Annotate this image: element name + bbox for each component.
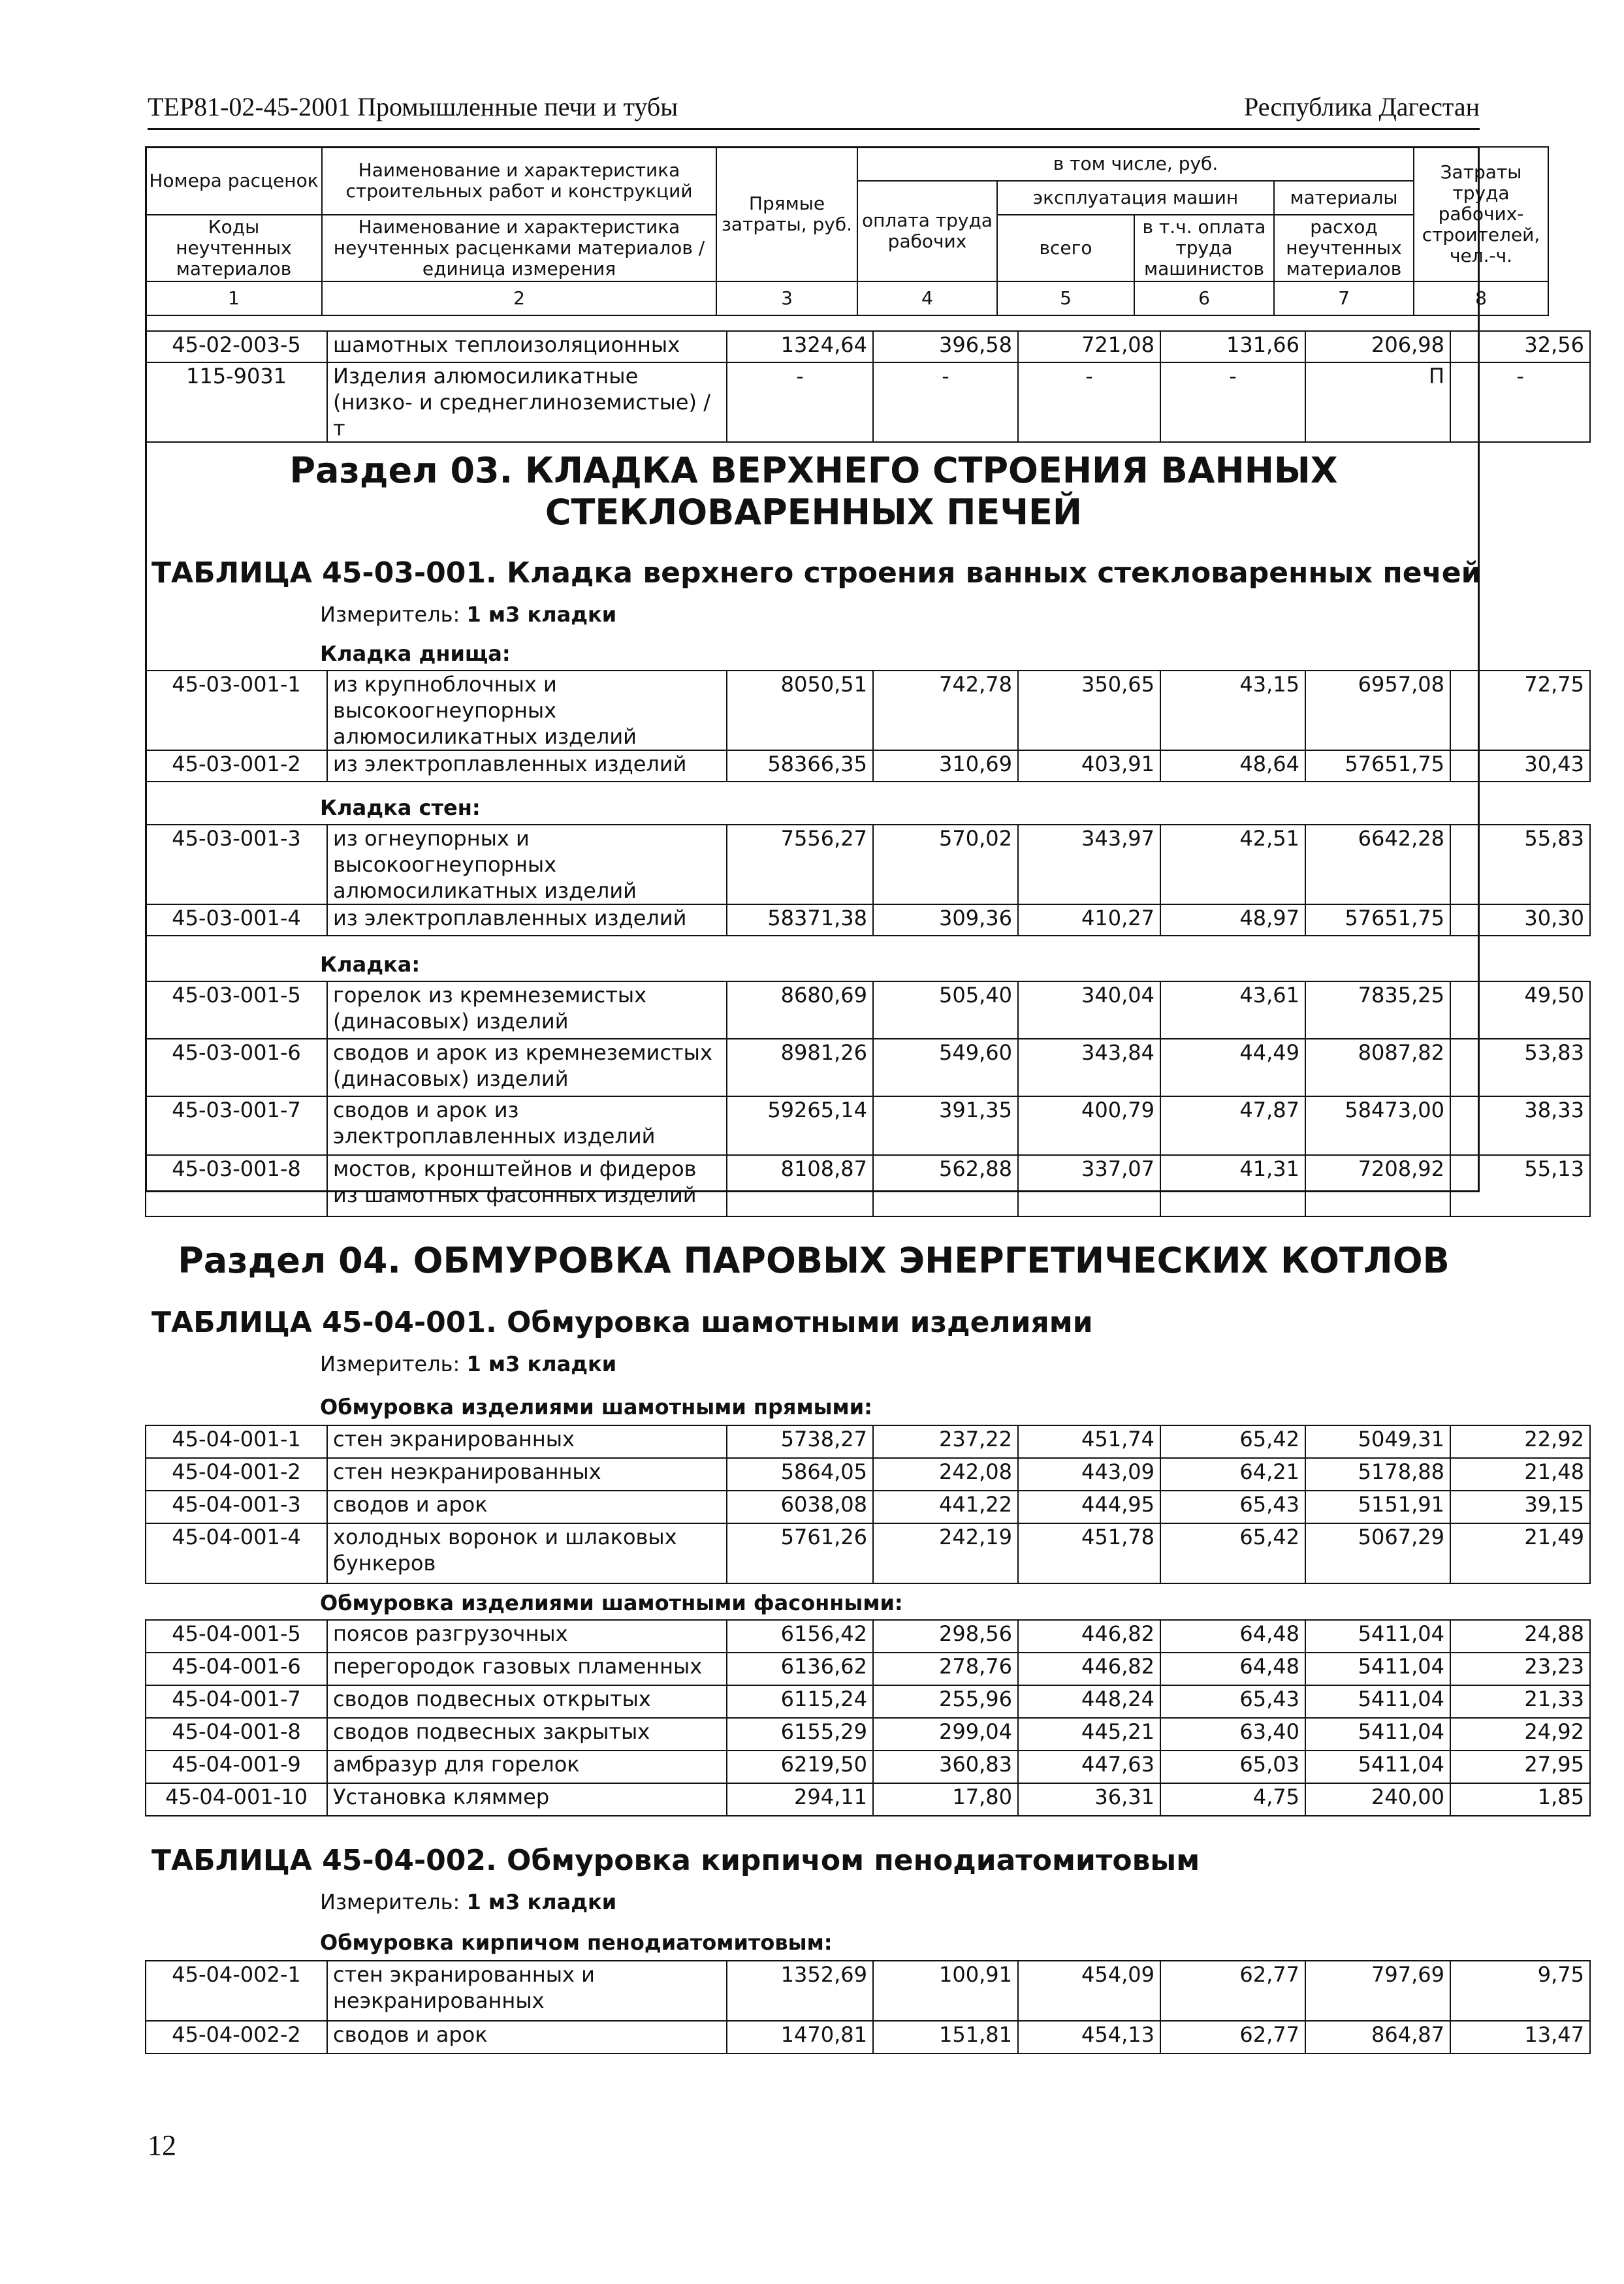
row-materials: П	[1305, 362, 1450, 442]
row-labor-pay: 242,19	[873, 1523, 1018, 1583]
row-name: сводов подвесных открытых	[327, 1685, 727, 1718]
row-direct-cost: 6156,42	[727, 1620, 873, 1653]
group-label: Кладка:	[320, 952, 421, 977]
row-direct-cost: 294,11	[727, 1783, 873, 1816]
meter-line	[320, 1890, 616, 1914]
row-machines-total: 445,21	[1018, 1718, 1160, 1751]
row-machines-total: 454,13	[1018, 2021, 1160, 2054]
row-labor-hours: 72,75	[1450, 671, 1590, 750]
row-materials: 5411,04	[1305, 1653, 1450, 1685]
group-label: Кладка днища:	[320, 641, 511, 666]
table-row	[146, 331, 1590, 362]
row-direct-cost: 5738,27	[727, 1425, 873, 1458]
row-name: поясов разгрузочных	[327, 1620, 727, 1653]
row-name: мостов, кронштейнов и фидеров из шамотных фасонных изделий	[327, 1155, 727, 1216]
row-direct-cost: 8108,87	[727, 1155, 873, 1216]
row-name: из огнеупорных и высокоогнеупорных алюмосиликатных изделий	[327, 825, 727, 904]
row-labor-pay: 255,96	[873, 1685, 1018, 1718]
table-row	[146, 1718, 1590, 1751]
in-that-number-header: в том числе, руб.	[857, 147, 1414, 181]
row-name: амбразур для горелок	[327, 1751, 727, 1783]
row-name: из электроплавленных изделий	[327, 904, 727, 936]
row-materials: 58473,00	[1305, 1096, 1450, 1155]
table-row	[146, 1783, 1590, 1816]
row-name: шамотных теплоизоляционных	[327, 331, 727, 362]
row-machines-total: 410,27	[1018, 904, 1160, 936]
row-name: холодных воронок и шлаковых бункеров	[327, 1523, 727, 1583]
row-materials: 7208,92	[1305, 1155, 1450, 1216]
document-title: ТЕР81-02-45-2001 Промышленные печи и тубы	[148, 92, 678, 121]
row-machinists-pay: 63,40	[1160, 1718, 1305, 1751]
row-labor-pay: 391,35	[873, 1096, 1018, 1155]
row-code: 45-04-002-1	[146, 1961, 327, 2021]
row-labor-pay: 742,78	[873, 671, 1018, 750]
page-number: 12	[148, 2129, 176, 2161]
row-code: 45-04-001-9	[146, 1751, 327, 1783]
row-machines-total: 337,07	[1018, 1155, 1160, 1216]
row-labor-pay: 505,40	[873, 981, 1018, 1039]
row-name: сводов подвесных закрытых	[327, 1718, 727, 1751]
col6-header: в т.ч. оплата труда машинистов	[1134, 215, 1274, 281]
materials-header: материалы	[1274, 181, 1414, 215]
row-direct-cost: -	[727, 362, 873, 442]
row-labor-pay: 242,08	[873, 1458, 1018, 1491]
table-row	[146, 1039, 1590, 1096]
row-labor-pay: 17,80	[873, 1783, 1018, 1816]
col-num-7: 7	[1274, 281, 1414, 315]
table-row	[146, 2021, 1590, 2054]
row-labor-hours: 13,47	[1450, 2021, 1590, 2054]
row-name: Установка кляммер	[327, 1783, 727, 1816]
col1-top: Номера расценок	[146, 147, 322, 215]
col3-header: Прямые затраты, руб.	[716, 147, 857, 281]
row-code: 45-03-001-1	[146, 671, 327, 750]
row-direct-cost: 58371,38	[727, 904, 873, 936]
row-labor-pay: 441,22	[873, 1491, 1018, 1523]
table-45-03-001-part1	[145, 670, 1591, 782]
table-row	[146, 1523, 1590, 1583]
row-machines-total: 448,24	[1018, 1685, 1160, 1718]
row-name: Изделия алюмосиликатные (низко- и среднеглиноземистые) / т	[327, 362, 727, 442]
table-row	[146, 1155, 1590, 1216]
row-labor-pay: 299,04	[873, 1718, 1018, 1751]
row-direct-cost: 5761,26	[727, 1523, 873, 1583]
row-machinists-pay: 65,03	[1160, 1751, 1305, 1783]
row-name: стен неэкранированных	[327, 1458, 727, 1491]
col2-top: Наименование и характеристика строительных работ и конструкций	[322, 147, 716, 215]
row-labor-hours: 39,15	[1450, 1491, 1590, 1523]
col-num-6: 6	[1134, 281, 1274, 315]
row-direct-cost: 7556,27	[727, 825, 873, 904]
row-machinists-pay: 43,61	[1160, 981, 1305, 1039]
table-row	[146, 1491, 1590, 1523]
row-machinists-pay: 47,87	[1160, 1096, 1305, 1155]
row-labor-hours: 24,88	[1450, 1620, 1590, 1653]
row-machinists-pay: 48,97	[1160, 904, 1305, 936]
row-machines-total: 443,09	[1018, 1458, 1160, 1491]
row-machines-total: 454,09	[1018, 1961, 1160, 2021]
row-materials: 240,00	[1305, 1783, 1450, 1816]
row-labor-hours: 55,83	[1450, 825, 1590, 904]
table-45-04-002	[145, 1960, 1591, 2054]
row-code: 45-04-001-6	[146, 1653, 327, 1685]
col-num-2: 2	[322, 281, 716, 315]
row-materials: 5049,31	[1305, 1425, 1450, 1458]
table-45-03-001-part2	[145, 824, 1591, 936]
row-name: сводов и арок	[327, 1491, 727, 1523]
row-name: стен экранированных	[327, 1425, 727, 1458]
row-name: из электроплавленных изделий	[327, 750, 727, 782]
row-machinists-pay: 65,43	[1160, 1491, 1305, 1523]
row-direct-cost: 8981,26	[727, 1039, 873, 1096]
meter-value: 1 м3 кладки	[466, 602, 617, 627]
row-machines-total: 446,82	[1018, 1620, 1160, 1653]
row-labor-hours: 21,49	[1450, 1523, 1590, 1583]
row-machines-total: 446,82	[1018, 1653, 1160, 1685]
row-name: сводов и арок из кремнеземистых (динасовых) изделий	[327, 1039, 727, 1096]
col-num-3: 3	[716, 281, 857, 315]
row-code: 45-04-001-10	[146, 1783, 327, 1816]
row-labor-hours: 53,83	[1450, 1039, 1590, 1096]
row-direct-cost: 1352,69	[727, 1961, 873, 2021]
row-labor-hours: 32,56	[1450, 331, 1590, 362]
row-labor-hours: 30,30	[1450, 904, 1590, 936]
row-labor-hours: 1,85	[1450, 1783, 1590, 1816]
row-materials: 8087,82	[1305, 1039, 1450, 1096]
row-direct-cost: 5864,05	[727, 1458, 873, 1491]
table-row	[146, 981, 1590, 1039]
table-row	[146, 1458, 1590, 1491]
row-machinists-pay: 64,21	[1160, 1458, 1305, 1491]
row-code: 45-02-003-5	[146, 331, 327, 362]
group-label: Обмуровка кирпичом пенодиатомитовым:	[320, 1930, 833, 1955]
row-code: 45-04-001-1	[146, 1425, 327, 1458]
row-direct-cost: 1470,81	[727, 2021, 873, 2054]
row-code: 45-03-001-6	[146, 1039, 327, 1096]
row-machinists-pay: 4,75	[1160, 1783, 1305, 1816]
row-machinists-pay: 64,48	[1160, 1653, 1305, 1685]
row-machines-total: 343,97	[1018, 825, 1160, 904]
table-45-04-001-part1	[145, 1425, 1591, 1584]
row-machinists-pay: 65,42	[1160, 1425, 1305, 1458]
row-materials: 6957,08	[1305, 671, 1450, 750]
meter-value: 1 м3 кладки	[466, 1890, 617, 1914]
row-code: 45-03-001-3	[146, 825, 327, 904]
meter-value: 1 м3 кладки	[466, 1352, 617, 1376]
row-machines-total: 447,63	[1018, 1751, 1160, 1783]
row-labor-pay: 396,58	[873, 331, 1018, 362]
table-row	[146, 1961, 1590, 2021]
col2-bottom: Наименование и характеристика неучтенных расценками материалов / единица измерения	[322, 215, 716, 281]
col-num-5: 5	[997, 281, 1134, 315]
row-machinists-pay: 62,77	[1160, 2021, 1305, 2054]
table-row	[146, 825, 1590, 904]
row-name: сводов и арок из электроплавленных изделий	[327, 1096, 727, 1155]
row-code: 45-04-001-5	[146, 1620, 327, 1653]
row-direct-cost: 6038,08	[727, 1491, 873, 1523]
group-label: Обмуровка изделиями шамотными фасонными:	[320, 1591, 903, 1615]
row-name: стен экранированных и неэкранированных	[327, 1961, 727, 2021]
row-direct-cost: 59265,14	[727, 1096, 873, 1155]
row-code: 45-03-001-4	[146, 904, 327, 936]
row-code: 45-03-001-7	[146, 1096, 327, 1155]
row-labor-hours: 23,23	[1450, 1653, 1590, 1685]
row-machinists-pay: 43,15	[1160, 671, 1305, 750]
region-name: Республика Дагестан	[1244, 92, 1480, 121]
table-row	[146, 1685, 1590, 1718]
col-num-1: 1	[146, 281, 322, 315]
row-machines-total: 350,65	[1018, 671, 1160, 750]
row-machinists-pay: 65,42	[1160, 1523, 1305, 1583]
row-direct-cost: 8680,69	[727, 981, 873, 1039]
row-machines-total: 451,74	[1018, 1425, 1160, 1458]
row-labor-pay: 310,69	[873, 750, 1018, 782]
row-name: горелок из кремнеземистых (динасовых) изделий	[327, 981, 727, 1039]
row-labor-hours: 27,95	[1450, 1751, 1590, 1783]
row-labor-hours: 30,43	[1450, 750, 1590, 782]
row-materials: 7835,25	[1305, 981, 1450, 1039]
row-labor-pay: 151,81	[873, 2021, 1018, 2054]
row-materials: 6642,28	[1305, 825, 1450, 904]
row-labor-hours: 38,33	[1450, 1096, 1590, 1155]
row-labor-pay: 549,60	[873, 1039, 1018, 1096]
table-row	[146, 1425, 1590, 1458]
table-45-03-001-part3	[145, 981, 1591, 1217]
row-labor-hours: -	[1450, 362, 1590, 442]
row-labor-hours: 55,13	[1450, 1155, 1590, 1216]
row-labor-pay: -	[873, 362, 1018, 442]
col5-header: всего	[997, 215, 1134, 281]
row-labor-pay: 278,76	[873, 1653, 1018, 1685]
table-row	[146, 671, 1590, 750]
table-row	[146, 750, 1590, 782]
row-machinists-pay: 48,64	[1160, 750, 1305, 782]
row-materials: 5411,04	[1305, 1685, 1450, 1718]
row-name: из крупноблочных и высокоогнеупорных алюмосиликатных изделий	[327, 671, 727, 750]
row-direct-cost: 6115,24	[727, 1685, 873, 1718]
group-label: Кладка стен:	[320, 795, 481, 820]
row-machines-total: 451,78	[1018, 1523, 1160, 1583]
row-code: 45-04-001-2	[146, 1458, 327, 1491]
col7-header: расход неучтенных материалов	[1274, 215, 1414, 281]
row-machines-total: 36,31	[1018, 1783, 1160, 1816]
row-machinists-pay: 44,49	[1160, 1039, 1305, 1096]
section-04-title: Раздел 04. ОБМУРОВКА ПАРОВЫХ ЭНЕРГЕТИЧЕСКИХ КОТЛОВ	[178, 1240, 1450, 1281]
row-name: сводов и арок	[327, 2021, 727, 2054]
row-labor-pay: 360,83	[873, 1751, 1018, 1783]
row-materials: 797,69	[1305, 1961, 1450, 2021]
row-machinists-pay: 62,77	[1160, 1961, 1305, 2021]
row-code: 45-04-002-2	[146, 2021, 327, 2054]
row-labor-hours: 22,92	[1450, 1425, 1590, 1458]
row-labor-pay: 298,56	[873, 1620, 1018, 1653]
table-row	[146, 904, 1590, 936]
meter-line	[320, 602, 616, 627]
row-materials: 206,98	[1305, 331, 1450, 362]
col1-bottom: Коды неучтенных материалов	[146, 215, 322, 281]
row-materials: 5178,88	[1305, 1458, 1450, 1491]
row-labor-hours: 49,50	[1450, 981, 1590, 1039]
group-label: Обмуровка изделиями шамотными прямыми:	[320, 1395, 872, 1420]
machines-header: эксплуатация машин	[997, 181, 1274, 215]
row-direct-cost: 1324,64	[727, 331, 873, 362]
page-header	[148, 91, 1480, 128]
row-materials: 57651,75	[1305, 904, 1450, 936]
section-03-title-line2: СТЕКЛОВАРЕННЫХ ПЕЧЕЙ	[545, 492, 1083, 533]
row-direct-cost: 58366,35	[727, 750, 873, 782]
col-num-4: 4	[857, 281, 997, 315]
row-direct-cost: 8050,51	[727, 671, 873, 750]
row-machinists-pay: -	[1160, 362, 1305, 442]
row-materials: 5151,91	[1305, 1491, 1450, 1523]
row-machines-total: 444,95	[1018, 1491, 1160, 1523]
row-labor-hours: 24,92	[1450, 1718, 1590, 1751]
row-machines-total: 340,04	[1018, 981, 1160, 1039]
row-code: 45-04-001-7	[146, 1685, 327, 1718]
row-code: 45-03-001-2	[146, 750, 327, 782]
column-header	[145, 146, 1549, 316]
row-direct-cost: 6219,50	[727, 1751, 873, 1783]
col8-header: Затраты труда рабочих-строителей, чел.-ч.	[1414, 147, 1548, 281]
meter-label: Измеритель:	[320, 602, 460, 627]
section-03-title-line1: Раздел 03. КЛАДКА ВЕРХНЕГО СТРОЕНИЯ ВАННЫХ	[289, 450, 1338, 491]
row-machines-total: 403,91	[1018, 750, 1160, 782]
row-machinists-pay: 65,43	[1160, 1685, 1305, 1718]
row-name: перегородок газовых пламенных	[327, 1653, 727, 1685]
row-labor-hours: 9,75	[1450, 1961, 1590, 2021]
row-materials: 864,87	[1305, 2021, 1450, 2054]
row-labor-hours: 21,33	[1450, 1685, 1590, 1718]
row-code: 45-04-001-8	[146, 1718, 327, 1751]
table-row	[146, 1751, 1590, 1783]
row-machines-total: 343,84	[1018, 1039, 1160, 1096]
row-labor-pay: 100,91	[873, 1961, 1018, 2021]
table-row	[146, 1096, 1590, 1155]
row-materials: 5411,04	[1305, 1751, 1450, 1783]
row-labor-pay: 237,22	[873, 1425, 1018, 1458]
table-45-03-001-title: ТАБЛИЦА 45-03-001. Кладка верхнего строения ванных стекловаренных печей	[151, 556, 1482, 590]
row-machines-total: -	[1018, 362, 1160, 442]
table-45-04-002-title: ТАБЛИЦА 45-04-002. Обмуровка кирпичом пенодиатомитовым	[151, 1844, 1200, 1877]
row-labor-pay: 570,02	[873, 825, 1018, 904]
row-direct-cost: 6155,29	[727, 1718, 873, 1751]
row-machinists-pay: 41,31	[1160, 1155, 1305, 1216]
row-code: 45-03-001-8	[146, 1155, 327, 1216]
row-materials: 57651,75	[1305, 750, 1450, 782]
row-machinists-pay: 131,66	[1160, 331, 1305, 362]
row-machines-total: 721,08	[1018, 331, 1160, 362]
continued-rows	[145, 330, 1591, 443]
row-machinists-pay: 64,48	[1160, 1620, 1305, 1653]
meter-label: Измеритель:	[320, 1352, 460, 1376]
row-code: 45-03-001-5	[146, 981, 327, 1039]
row-direct-cost: 6136,62	[727, 1653, 873, 1685]
row-materials: 5411,04	[1305, 1718, 1450, 1751]
meter-line	[320, 1352, 616, 1376]
row-machines-total: 400,79	[1018, 1096, 1160, 1155]
table-row	[146, 1653, 1590, 1685]
col-num-8: 8	[1414, 281, 1548, 315]
row-labor-hours: 21,48	[1450, 1458, 1590, 1491]
row-materials: 5067,29	[1305, 1523, 1450, 1583]
table-45-04-001-part2	[145, 1619, 1591, 1816]
header-rule	[148, 128, 1480, 130]
row-code: 45-04-001-4	[146, 1523, 327, 1583]
table-45-04-001-title: ТАБЛИЦА 45-04-001. Обмуровка шамотными изделиями	[151, 1306, 1093, 1339]
row-code: 115-9031	[146, 362, 327, 442]
meter-label: Измеритель:	[320, 1890, 460, 1914]
table-row	[146, 1620, 1590, 1653]
row-materials: 5411,04	[1305, 1620, 1450, 1653]
row-code: 45-04-001-3	[146, 1491, 327, 1523]
row-machinists-pay: 42,51	[1160, 825, 1305, 904]
row-labor-pay: 562,88	[873, 1155, 1018, 1216]
col4-header: оплата труда рабочих	[857, 181, 997, 281]
table-row	[146, 362, 1590, 442]
row-labor-pay: 309,36	[873, 904, 1018, 936]
